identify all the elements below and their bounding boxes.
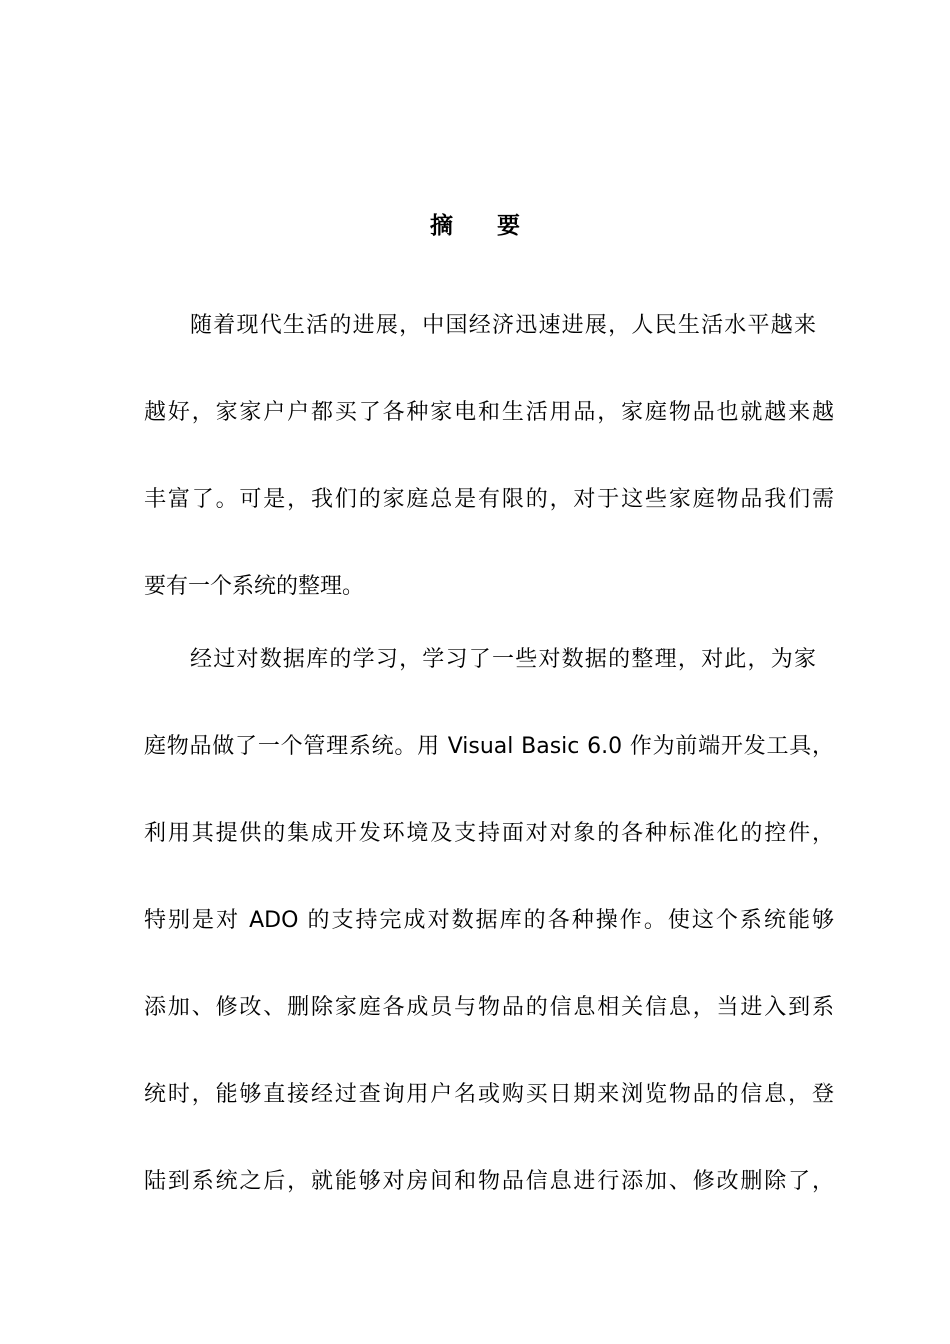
paragraph-line: 越好，家家户户都买了各种家电和生活用品，家庭物品也就越来越 [144,400,834,425]
paragraph-line: 陆到系统之后，就能够对房间和物品信息进行添加、修改删除了， [144,1169,834,1194]
page-title: 摘 要 [429,213,538,239]
paragraph-line: 丰富了。可是，我们的家庭总是有限的，对于这些家庭物品我们需 [144,487,834,512]
paragraph-line: 添加、修改、删除家庭各成员与物品的信息相关信息，当进入到系 [144,995,834,1020]
paragraph-line: 利用其提供的集成开发环境及支持面对对象的各种标准化的控件， [144,821,834,846]
paragraph-line: 要有一个系统的整理。 [144,574,365,599]
paragraph-line: 庭物品做了一个管理系统。用 Visual Basic 6.0 作为前端开发工具， [144,734,834,759]
paragraph-line: 经过对数据库的学习，学习了一些对数据的整理，对此，为家 [190,647,816,672]
paragraph-line: 特别是对 ADO 的支持完成对数据库的各种操作。使这个系统能够 [144,908,834,933]
paragraph-line: 统时，能够直接经过查询用户名或购买日期来浏览物品的信息，登 [144,1082,834,1107]
paragraph-line: 随着现代生活的进展，中国经济迅速进展，人民生活水平越来 [190,313,816,338]
